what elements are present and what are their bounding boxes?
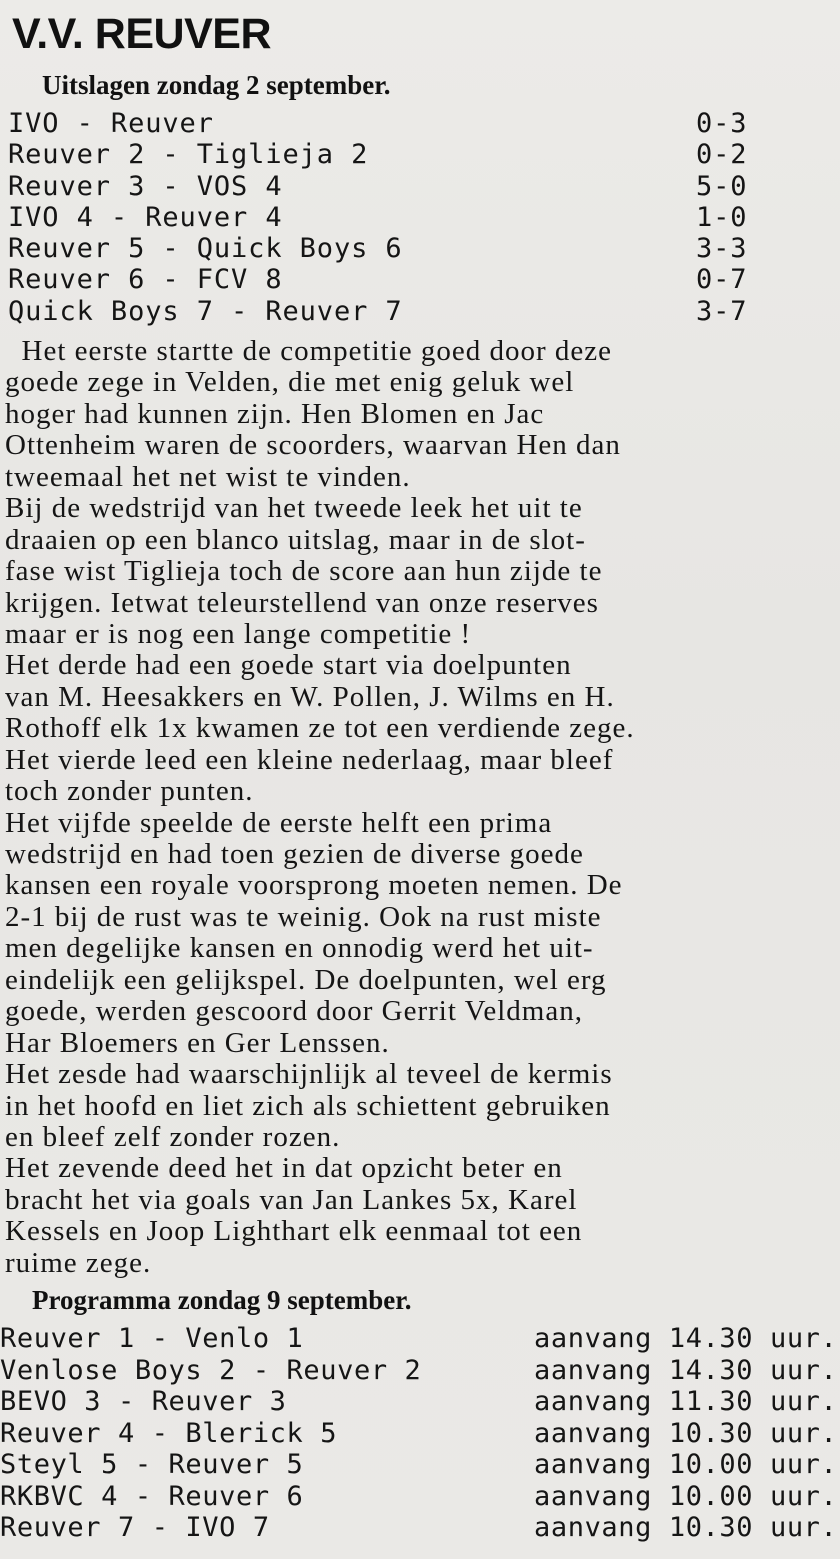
result-score: 3-3 — [696, 233, 748, 265]
program-row — [0, 1323, 840, 1355]
result-match: IVO - Reuver — [8, 108, 214, 139]
club-headline: V.V. REUVER — [12, 10, 272, 58]
result-row — [8, 108, 840, 139]
program-time: aanvang 10.00 uur. — [534, 1449, 838, 1480]
report-line: ruime zege. — [5, 1247, 152, 1279]
program-time: aanvang 14.30 uur. — [534, 1354, 838, 1386]
result-match: Reuver 5 - Quick Boys 6 — [8, 233, 403, 265]
report-line: en bleef zelf zonder rozen. — [5, 1121, 341, 1153]
report-line: toch zonder punten. — [5, 776, 254, 808]
report-line: Kessels en Joop Lighthart elk eenmaal tot een — [5, 1216, 583, 1248]
program-heading: Programma zondag 9 september. — [32, 1285, 412, 1315]
match-report — [5, 336, 840, 1279]
report-line: Het vierde leed een kleine nederlaag, maar bleef — [5, 744, 614, 776]
report-line: men degelijke kansen en onnodig werd het uit- — [5, 933, 594, 965]
program-row — [0, 1355, 840, 1387]
report-line: Het eerste startte de competitie goed door deze — [5, 336, 613, 367]
program-row — [0, 1512, 840, 1544]
program-match: BEVO 3 - Reuver 3 — [0, 1386, 287, 1417]
report-line: Het vijfde speelde de eerste helft een prima — [5, 807, 553, 839]
result-row — [8, 171, 840, 202]
report-line: in het hoofd en liet zich als schiettent gebruiken — [5, 1090, 611, 1122]
result-score: 1-0 — [696, 201, 748, 233]
program-time: aanvang 10.00 uur. — [534, 1480, 838, 1512]
report-line: Har Bloemers en Ger Lenssen. — [5, 1027, 390, 1059]
result-row — [8, 202, 840, 233]
report-line: wedstrijd en had toen gezien de diverse goede — [5, 839, 584, 870]
program-time: aanvang 10.30 uur. — [534, 1417, 838, 1449]
report-line: krijgen. Ietwat teleurstellend van onze reserves — [5, 587, 599, 619]
program-match: Reuver 1 - Venlo 1 — [0, 1323, 304, 1354]
program-match: RKBVC 4 - Reuver 6 — [0, 1480, 304, 1512]
report-line: Het zesde had waarschijnlijk al teveel de kermis — [5, 1059, 613, 1091]
report-line: Het zevende deed het in dat opzicht beter en — [5, 1153, 563, 1185]
program-match: Venlose Boys 2 - Reuver 2 — [0, 1354, 422, 1386]
report-line: bracht het via goals van Jan Lankes 5x, Karel — [5, 1184, 578, 1216]
report-line: eindelijk een gelijkspel. De doelpunten, wel erg — [5, 964, 607, 996]
report-line: fase wist Tiglieja toch de score aan hun zijde te — [5, 556, 603, 588]
program-row — [0, 1418, 840, 1450]
program-row — [0, 1481, 840, 1513]
program-time: aanvang 14.30 uur. — [534, 1323, 838, 1354]
report-line: van M. Heesakkers en W. Pollen, J. Wilms en H. — [5, 681, 615, 713]
report-line: Bij de wedstrijd van het tweede leek het uit te — [5, 493, 583, 525]
program-match: Reuver 4 - Blerick 5 — [0, 1417, 338, 1449]
report-line: goede, werden gescoord door Gerrit Veldman, — [5, 996, 583, 1028]
report-line: Het derde had een goede start via doelpunten — [5, 650, 572, 682]
result-score: 5-0 — [696, 170, 748, 202]
result-row — [8, 264, 840, 295]
report-line: draaien op een blanco uitslag, maar in de slot- — [5, 524, 586, 556]
result-match: Reuver 6 - FCV 8 — [8, 264, 283, 296]
result-match: Quick Boys 7 - Reuver 7 — [8, 295, 403, 327]
report-line: Ottenheim waren de scoorders, waarvan Hen dan — [5, 430, 621, 462]
program-time: aanvang 10.30 uur. — [534, 1512, 838, 1543]
report-line: hoger had kunnen zijn. Hen Blomen en Jac — [5, 398, 545, 430]
program-match: Reuver 7 - IVO 7 — [0, 1512, 270, 1543]
result-score: 3-7 — [696, 295, 748, 327]
program-row — [0, 1386, 840, 1418]
program-row — [0, 1449, 840, 1481]
result-row — [8, 139, 840, 170]
result-row — [8, 296, 840, 327]
result-match: Reuver 2 - Tiglieja 2 — [8, 139, 369, 171]
result-match: IVO 4 - Reuver 4 — [8, 201, 283, 233]
results-list — [8, 108, 840, 327]
program-list — [0, 1323, 840, 1544]
results-heading: Uitslagen zondag 2 september. — [42, 70, 391, 100]
report-line: kansen een royale voorsprong moeten nemen. De — [5, 870, 623, 902]
result-score: 0-2 — [696, 139, 748, 171]
report-line: Rothoff elk 1x kwamen ze tot een verdiende zege. — [5, 713, 635, 745]
report-line: maar er is nog een lange competitie ! — [5, 618, 472, 650]
report-line: 2-1 bij de rust was te weinig. Ook na rust miste — [5, 901, 602, 933]
program-match: Steyl 5 - Reuver 5 — [0, 1449, 304, 1480]
result-score: 0-7 — [696, 264, 748, 296]
result-score: 0-3 — [696, 108, 748, 139]
report-line: goede zege in Velden, die met enig geluk wel — [5, 367, 575, 399]
report-line: tweemaal het net wist te vinden. — [5, 461, 411, 493]
program-time: aanvang 11.30 uur. — [534, 1386, 838, 1417]
result-match: Reuver 3 - VOS 4 — [8, 170, 283, 202]
result-row — [8, 233, 840, 264]
